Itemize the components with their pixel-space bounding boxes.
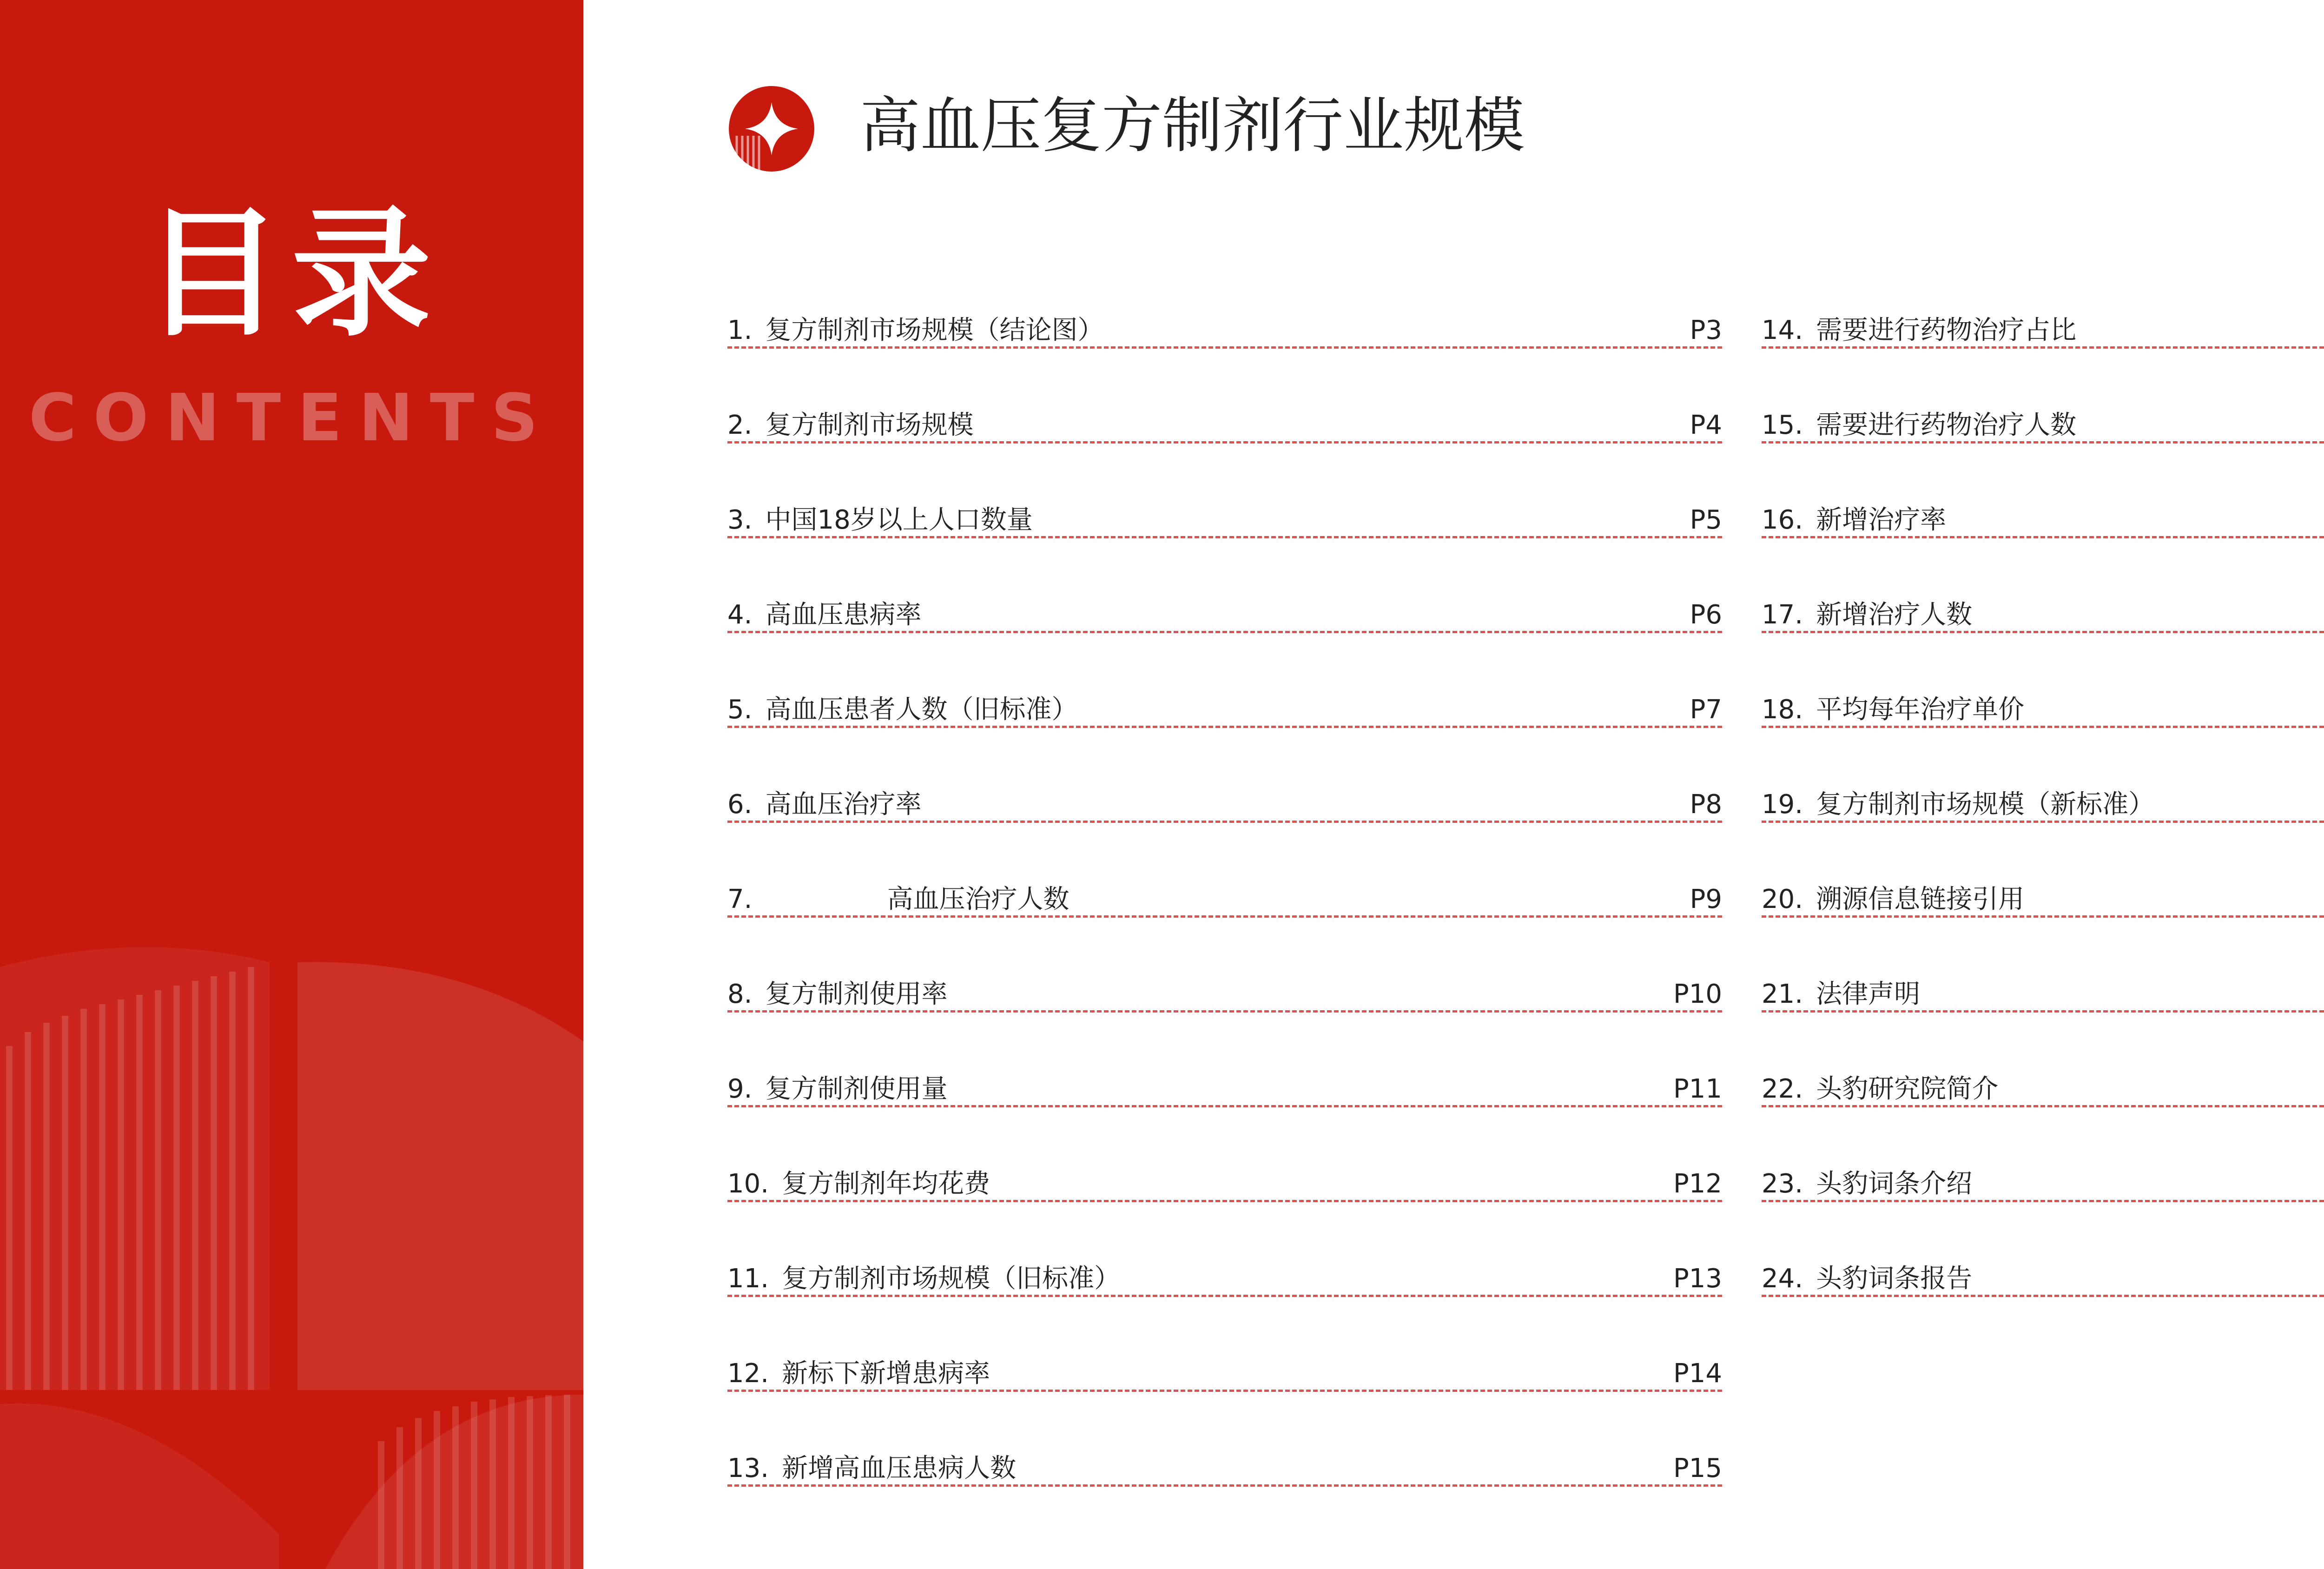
toc-item[interactable] (1762, 781, 2324, 876)
toc-entry-page: P7 (1690, 695, 1722, 725)
toc-entry-text (727, 1076, 947, 1102)
toc-entry-number: 21. (1762, 979, 1803, 1009)
toc-entry-page: P13 (1673, 1264, 1722, 1294)
toc-item[interactable] (727, 307, 1722, 402)
toc-entry-page: P15 (1673, 1453, 1722, 1483)
toc-entry-number: 13. (727, 1453, 769, 1483)
toc-entry-label: 复方制剂使用量 (765, 1074, 948, 1104)
toc-entry-label: 新标下新增患病率 (782, 1358, 990, 1389)
toc-entry-line (1762, 591, 2324, 633)
toc-item[interactable] (727, 971, 1722, 1066)
toc-entry-page: P14 (1673, 1358, 1722, 1389)
toc-entry-text (727, 1266, 1120, 1292)
toc-entry-label: 需要进行药物治疗占比 (1816, 315, 2077, 345)
toc-entry-page: P4 (1690, 410, 1722, 440)
toc-item[interactable] (727, 1255, 1722, 1350)
toc-entry-number: 11. (727, 1264, 769, 1294)
toc-entry-line (727, 307, 1722, 349)
toc-entry-label: 新增治疗人数 (1816, 600, 1973, 630)
toc-item[interactable] (1762, 686, 2324, 781)
toc-entry-text (727, 789, 922, 820)
toc-entry-line (727, 1160, 1722, 1202)
toc-item[interactable] (1762, 1066, 2324, 1160)
toc-entry-line (727, 1445, 1722, 1487)
toc-entry-text (1762, 1171, 1972, 1197)
page-title: 高血压复方制剂行业规模 (860, 90, 1525, 161)
toc-item[interactable] (1762, 307, 2324, 402)
toc-item[interactable] (1762, 1160, 2324, 1255)
toc-entry-line (727, 971, 1722, 1013)
toc-left-column (727, 307, 1722, 1540)
toc-entry-label: 复方制剂市场规模（旧标准） (782, 1264, 1121, 1294)
toc-entry-number: 20. (1762, 884, 1803, 914)
toc-entry-text (1762, 412, 2076, 438)
toc-item[interactable] (727, 876, 1722, 971)
toc-entry-number: 17. (1762, 600, 1803, 630)
toc-entry-page: P11 (1673, 1074, 1722, 1104)
toc-item[interactable] (1762, 1255, 2324, 1350)
toc-entry-label: 头豹词条报告 (1816, 1264, 1973, 1294)
toc-entry-page: P8 (1690, 789, 1722, 820)
toc-entry-line (727, 876, 1722, 918)
toc-entry-line (1762, 781, 2324, 823)
toc-entry-label: 需要进行药物治疗人数 (1816, 410, 2077, 440)
toc-entry-text (727, 1453, 1017, 1483)
toc-entry-text (727, 981, 947, 1007)
toc-entry-number: 8. (727, 979, 753, 1009)
toc-entry-text (727, 884, 1070, 914)
toc-entry-line (1762, 971, 2324, 1013)
toc-entry-number: 4. (727, 600, 753, 630)
toc-entry-label: 头豹研究院简介 (1816, 1074, 1999, 1104)
toc-entry-number: 7. (727, 884, 753, 914)
sidebar-title: 目录 (143, 193, 441, 355)
toc-entry-number: 12. (727, 1358, 769, 1389)
toc-entry-number: 18. (1762, 695, 1803, 725)
toc-entry-number: 9. (727, 1074, 753, 1104)
toc-entry-number: 19. (1762, 789, 1803, 820)
toc-entry-label: 溯源信息链接引用 (1816, 884, 2025, 914)
toc-entry-line (1762, 1160, 2324, 1202)
toc-entry-line (727, 402, 1722, 444)
toc-item[interactable] (727, 1160, 1722, 1255)
toc-entry-number: 3. (727, 505, 753, 535)
toc-item[interactable] (1762, 591, 2324, 686)
toc-entry-label: 平均每年治疗单价 (1816, 695, 2025, 725)
toc-entry-text (727, 412, 973, 438)
toc-item[interactable] (1762, 876, 2324, 971)
toc-entry-line (727, 497, 1722, 538)
toc-entry-label: 法律声明 (1816, 979, 1921, 1009)
toc-entry-number: 2. (727, 410, 753, 440)
toc-entry-number: 10. (727, 1169, 769, 1199)
toc-entry-line (1762, 686, 2324, 728)
toc-item[interactable] (727, 1445, 1722, 1540)
toc-entry-line (727, 686, 1722, 728)
toc-entry-text (1762, 1076, 1998, 1102)
toc-entry-page: P10 (1673, 979, 1722, 1009)
toc-entry-number: 14. (1762, 315, 1803, 345)
toc-entry-text (727, 1358, 990, 1389)
toc-item[interactable] (727, 1066, 1722, 1160)
toc-entry-number: 5. (727, 695, 753, 725)
toc-entry-text (727, 697, 1077, 723)
toc-entry-number: 6. (727, 789, 753, 820)
toc-entry-label: 复方制剂年均花费 (782, 1169, 990, 1199)
toc-entry-label: 复方制剂市场规模 (765, 410, 974, 440)
toc-entry-number: 22. (1762, 1074, 1803, 1104)
toc-right-column (1762, 307, 2324, 1350)
toc-entry-text (1762, 981, 1920, 1007)
sidebar-subtitle: CONTENTS (28, 380, 555, 456)
toc-entry-number: 15. (1762, 410, 1803, 440)
toc-entry-label: 中国18岁以上人口数量 (765, 505, 1033, 535)
toc-entry-text (1762, 602, 1972, 628)
toc-entry-text (1762, 789, 2155, 820)
toc-item[interactable] (727, 402, 1722, 497)
brand-logo-icon (727, 85, 816, 173)
toc-entry-text (1762, 1266, 1972, 1292)
toc-entry-line (1762, 876, 2324, 918)
toc-entry-number: 1. (727, 315, 753, 345)
toc-item[interactable] (727, 497, 1722, 591)
toc-entry-label: 高血压患病率 (765, 600, 922, 630)
toc-entry-page: P3 (1690, 315, 1722, 345)
toc-entry-label: 高血压治疗率 (765, 789, 922, 820)
toc-item[interactable] (727, 591, 1722, 686)
toc-item[interactable] (727, 781, 1722, 876)
toc-entry-text (1762, 697, 2024, 723)
toc-item[interactable] (1762, 971, 2324, 1066)
toc-entry-line (1762, 402, 2324, 444)
toc-entry-page: P12 (1673, 1169, 1722, 1199)
toc-entry-number: 24. (1762, 1264, 1803, 1294)
toc-entry-text (1762, 884, 2025, 914)
toc-entry-text (727, 507, 1033, 533)
toc-item[interactable] (1762, 497, 2324, 591)
toc-entry-text (727, 1171, 990, 1197)
toc-entry-label: 复方制剂市场规模（结论图） (765, 315, 1104, 345)
toc-entry-line (727, 781, 1722, 823)
toc-entry-text (1762, 315, 2077, 345)
toc-entry-page: P9 (1690, 884, 1722, 914)
toc-entry-page: P6 (1690, 600, 1722, 630)
toc-entry-line (1762, 1255, 2324, 1297)
toc-entry-line (1762, 1066, 2324, 1107)
toc-item[interactable] (727, 686, 1722, 781)
toc-entry-label: 高血压患者人数（旧标准） (765, 695, 1078, 725)
toc-entry-label: 复方制剂市场规模（新标准） (1816, 789, 2155, 820)
toc-entry-line (727, 591, 1722, 633)
toc-item[interactable] (1762, 402, 2324, 497)
toc-entry-text (1762, 507, 1946, 533)
toc-entry-label: 新增治疗率 (1816, 505, 1947, 535)
sidebar-panel (0, 0, 583, 1569)
toc-entry-number: 16. (1762, 505, 1803, 535)
toc-entry-label: 新增高血压患病人数 (782, 1453, 1017, 1483)
toc-entry-page: P5 (1690, 505, 1722, 535)
toc-entry-number: 23. (1762, 1169, 1803, 1199)
toc-entry-label: 头豹词条介绍 (1816, 1169, 1973, 1199)
toc-entry-label: 高血压治疗人数 (887, 884, 1070, 914)
toc-entry-line (727, 1066, 1722, 1107)
toc-entry-line (1762, 497, 2324, 538)
toc-item[interactable] (727, 1350, 1722, 1445)
toc-entry-text (727, 602, 921, 628)
toc-entry-text (727, 315, 1104, 345)
toc-entry-line (727, 1350, 1722, 1392)
toc-entry-line (727, 1255, 1722, 1297)
toc-entry-line (1762, 307, 2324, 349)
toc-entry-label: 复方制剂使用率 (765, 979, 948, 1009)
